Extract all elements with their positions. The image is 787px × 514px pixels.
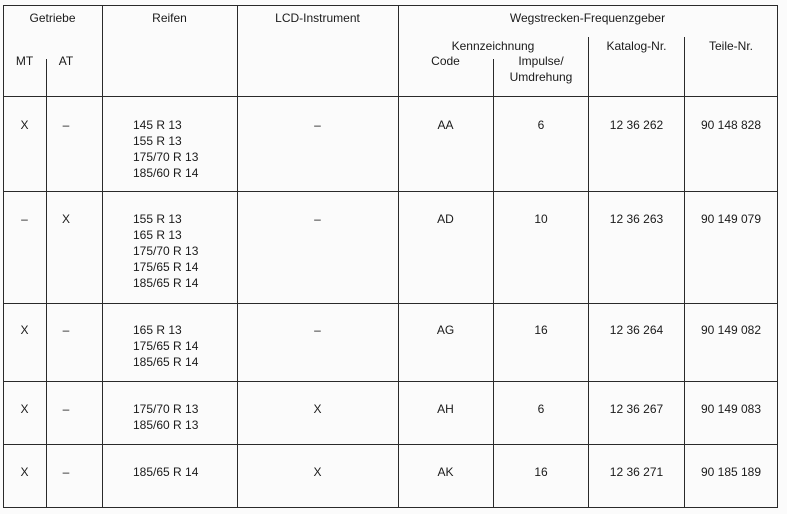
header-lcd-instrument: LCD-Instrument bbox=[275, 11, 360, 25]
header-wegstrecken: Wegstrecken-Frequenzgeber bbox=[509, 11, 666, 25]
cell-impulse: 6 bbox=[537, 118, 545, 132]
tire-size: 175/70 R 13 bbox=[133, 244, 199, 258]
cell-lcd: – bbox=[314, 323, 321, 337]
header-katalog-nr: Katalog-Nr. bbox=[606, 39, 667, 53]
rule-left bbox=[3, 5, 4, 508]
cell-code: AH bbox=[437, 402, 454, 416]
tire-size: 155 R 13 bbox=[133, 134, 182, 148]
cell-at: – bbox=[62, 465, 70, 479]
cell-mt: X bbox=[20, 118, 29, 132]
cell-lcd: X bbox=[313, 465, 322, 479]
header-umdrehung: Umdrehung bbox=[509, 70, 573, 84]
cell-impulse: 10 bbox=[534, 212, 548, 226]
rule-top bbox=[3, 5, 778, 6]
cell-mt: X bbox=[20, 465, 29, 479]
tire-size: 185/65 R 14 bbox=[133, 355, 199, 369]
tire-size: 175/65 R 14 bbox=[133, 339, 199, 353]
cell-mt: X bbox=[20, 402, 29, 416]
tire-size: 165 R 13 bbox=[133, 228, 182, 242]
rule-getriebe-reifen bbox=[102, 5, 103, 508]
cell-at: – bbox=[62, 118, 70, 132]
cell-teile-nr: 90 149 082 bbox=[700, 323, 762, 337]
cell-mt: X bbox=[20, 323, 29, 337]
cell-katalog-nr: 12 36 262 bbox=[609, 118, 664, 132]
header-teile-nr: Teile-Nr. bbox=[708, 39, 753, 53]
rule-row-2-bottom bbox=[3, 303, 778, 304]
cell-code: AG bbox=[436, 323, 455, 337]
cell-katalog-nr: 12 36 267 bbox=[609, 402, 664, 416]
rule-bottom bbox=[3, 507, 778, 508]
rule-lcd-wegstrecken bbox=[398, 5, 399, 508]
cell-tires bbox=[133, 464, 198, 480]
rule-katalog-teile bbox=[684, 37, 685, 508]
rule-right bbox=[777, 5, 778, 508]
cell-code: AD bbox=[437, 212, 454, 226]
cell-teile-nr: 90 149 079 bbox=[700, 212, 762, 226]
cell-impulse: 6 bbox=[537, 402, 545, 416]
cell-impulse: 16 bbox=[534, 465, 548, 479]
rule-impulse-katalog bbox=[588, 37, 589, 508]
cell-katalog-nr: 12 36 263 bbox=[609, 212, 664, 226]
header-mt: MT bbox=[15, 54, 34, 68]
tire-size: 145 R 13 bbox=[133, 118, 182, 132]
tire-size: 175/70 R 13 bbox=[133, 150, 199, 164]
header-kennzeichnung: Kennzeichnung bbox=[451, 39, 535, 53]
cell-tires bbox=[133, 401, 198, 433]
cell-tires bbox=[133, 211, 198, 291]
cell-teile-nr: 90 148 828 bbox=[700, 118, 762, 132]
tire-size: 185/65 R 14 bbox=[133, 276, 199, 290]
cell-katalog-nr: 12 36 271 bbox=[609, 465, 664, 479]
header-at: AT bbox=[58, 54, 74, 68]
header-getriebe: Getriebe bbox=[29, 11, 76, 25]
cell-at: X bbox=[61, 212, 70, 226]
tire-size: 175/65 R 14 bbox=[133, 260, 199, 274]
cell-mt: – bbox=[21, 212, 28, 226]
cell-teile-nr: 90 185 189 bbox=[700, 465, 762, 479]
tire-size: 185/60 R 13 bbox=[133, 418, 199, 432]
rule-row-1-bottom bbox=[3, 191, 778, 192]
cell-at: – bbox=[62, 323, 70, 337]
rule-row-4-bottom bbox=[3, 444, 778, 445]
cell-lcd: – bbox=[314, 212, 321, 226]
cell-code: AK bbox=[437, 465, 454, 479]
rule-header-bottom bbox=[3, 96, 778, 97]
tire-size: 165 R 13 bbox=[133, 323, 182, 337]
header-impulse: Impulse/ bbox=[518, 54, 564, 68]
header-code: Code bbox=[431, 54, 460, 68]
tire-size: 175/70 R 13 bbox=[133, 402, 199, 416]
cell-lcd: X bbox=[313, 402, 322, 416]
rule-reifen-lcd bbox=[237, 5, 238, 508]
cell-impulse: 16 bbox=[534, 323, 548, 337]
header-reifen: Reifen bbox=[152, 11, 187, 25]
tire-size: 185/60 R 14 bbox=[133, 166, 199, 180]
cell-lcd: – bbox=[314, 118, 321, 132]
tire-size: 185/65 R 14 bbox=[133, 465, 199, 479]
rule-row-3-bottom bbox=[3, 381, 778, 382]
cell-tires bbox=[133, 117, 198, 181]
cell-katalog-nr: 12 36 264 bbox=[609, 323, 664, 337]
tire-size: 155 R 13 bbox=[133, 212, 182, 226]
cell-tires bbox=[133, 322, 198, 370]
cell-teile-nr: 90 149 083 bbox=[700, 402, 762, 416]
cell-code: AA bbox=[437, 118, 454, 132]
cell-at: – bbox=[62, 402, 70, 416]
